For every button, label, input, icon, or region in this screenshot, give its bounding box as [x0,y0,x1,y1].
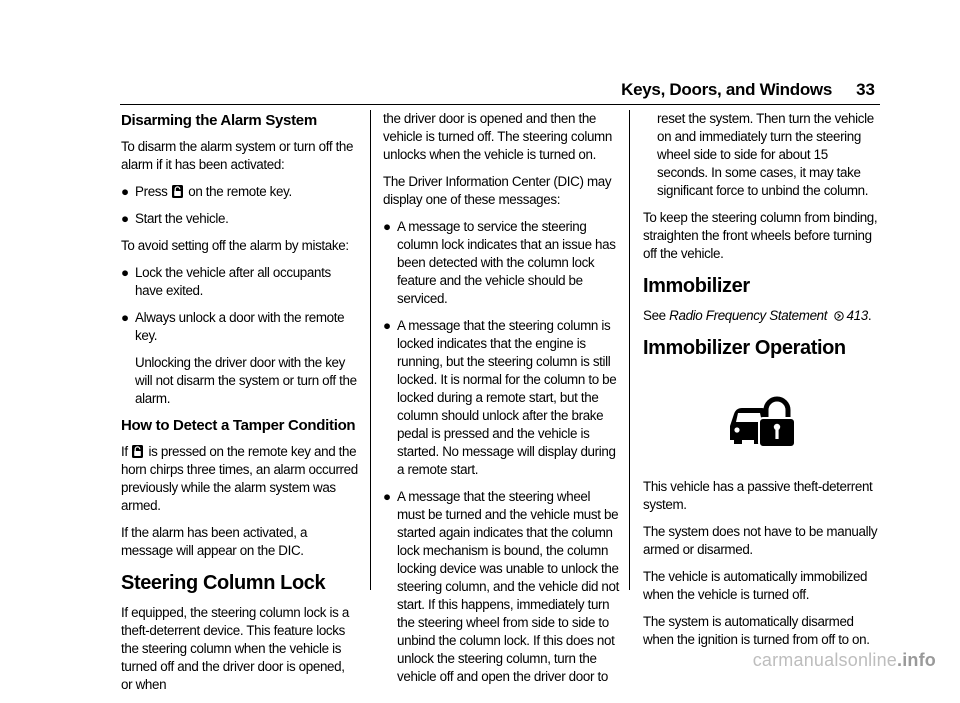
paragraph: Unlocking the driver door with the key will not disarm the system or turn off the alarm. [135,355,357,406]
paragraph: If equipped, the steering column lock is a theft-deterrent device. This feature locks the steering column when the vehicle is turned off and the driver door is opened, or when [121,605,349,692]
unlock-key-icon [172,185,183,198]
list-item: ● Press on the remote key. [121,184,292,199]
paragraph: reset the system. Then turn the vehicle on and immediately turn the steering wheel side to side for about 15 seconds. In some cases, it may take significant force to unbind the column. [657,111,874,198]
paragraph: the driver door is opened and then the vehicle is turned off. The steering column unlocks when the vehicle is turned on. [383,111,612,162]
paragraph: This vehicle has a passive theft-deterrent system. [643,479,873,512]
list-item: ● Start the vehicle. [121,211,229,226]
header-rule [120,104,880,105]
unlock-key-icon [132,445,143,458]
paragraph: The Driver Information Center (DIC) may display one of these messages: [383,174,612,207]
page-reference-arrow-icon [834,311,844,321]
watermark: carmanualsonline.info [752,650,936,670]
paragraph: The system is automatically disarmed when the ignition is turned from off to on. [643,614,870,647]
column-3 [643,110,881,658]
column-divider [629,110,630,590]
heading-immobilizer-operation: Immobilizer Operation [643,337,846,359]
section-title: Keys, Doors, and Windows [621,80,832,99]
list-item: ● A message that the steering wheel must be turned and the vehicle must be started again indicates that the column lock mechanism is bound, the column locking device was unable to unlock the steering column, and the vehicle did not start. If this happens, immediately turn the steering wheel from side to side to unbind the column lock. If this does not unlock the steering column, turn the vehicle off and open the driver door to [383,489,619,684]
paragraph: The system does not have to be manually armed or disarmed. [643,524,878,557]
list-item: ● Lock the vehicle after all occupants have exited. [121,265,331,298]
list-item: ● Always unlock a door with the remote key. [121,310,345,343]
column-1 [121,110,359,703]
paragraph: To avoid setting off the alarm by mistake: [121,238,349,253]
paragraph: The vehicle is automatically immobilized when the vehicle is turned off. [643,569,868,602]
heading-disarming-alarm: Disarming the Alarm System [121,112,317,129]
page-number: 33 [856,80,875,99]
cross-reference-page[interactable]: 413 [846,308,868,323]
bullet: ● [121,310,129,325]
paragraph: To disarm the alarm system or turn off the alarm if it has been activated: [121,139,354,172]
paragraph: If is pressed on the remote key and the horn chirps three times, an alarm occurred previously while the alarm system was armed. [121,444,358,513]
page-header [0,80,960,110]
bullet: ● [121,265,129,280]
paragraph: To keep the steering column from binding, straighten the front wheels before turning off the vehicle. [643,210,878,261]
bullet: ● [121,211,129,226]
bullet: ● [383,489,391,504]
heading-steering-column-lock: Steering Column Lock [121,572,326,594]
paragraph: See Radio Frequency Statement 413. [643,308,872,323]
bullet: ● [383,318,391,333]
heading-tamper-condition: How to Detect a Tamper Condition [121,417,356,434]
car-padlock-icon [728,396,796,448]
heading-immobilizer: Immobilizer [643,275,750,297]
cross-reference-link[interactable]: Radio Frequency Statement [669,308,828,323]
bullet: ● [383,219,391,234]
list-item: ● A message that the steering column is locked indicates that the engine is running, but the steering column is still locked. It is normal for the column to be locked during a remote start, but the column should unlock after the brake pedal is pressed and the vehicle is started. No message will display during a remote start. [383,318,617,477]
paragraph: If the alarm has been activated, a message will appear on the DIC. [121,525,308,558]
column-2 [383,110,621,695]
list-item: ● A message to service the steering column lock indicates that an issue has been detected with the column lock feature and the vehicle should be serviced. [383,219,616,306]
column-divider [370,110,371,590]
bullet: ● [121,184,129,199]
